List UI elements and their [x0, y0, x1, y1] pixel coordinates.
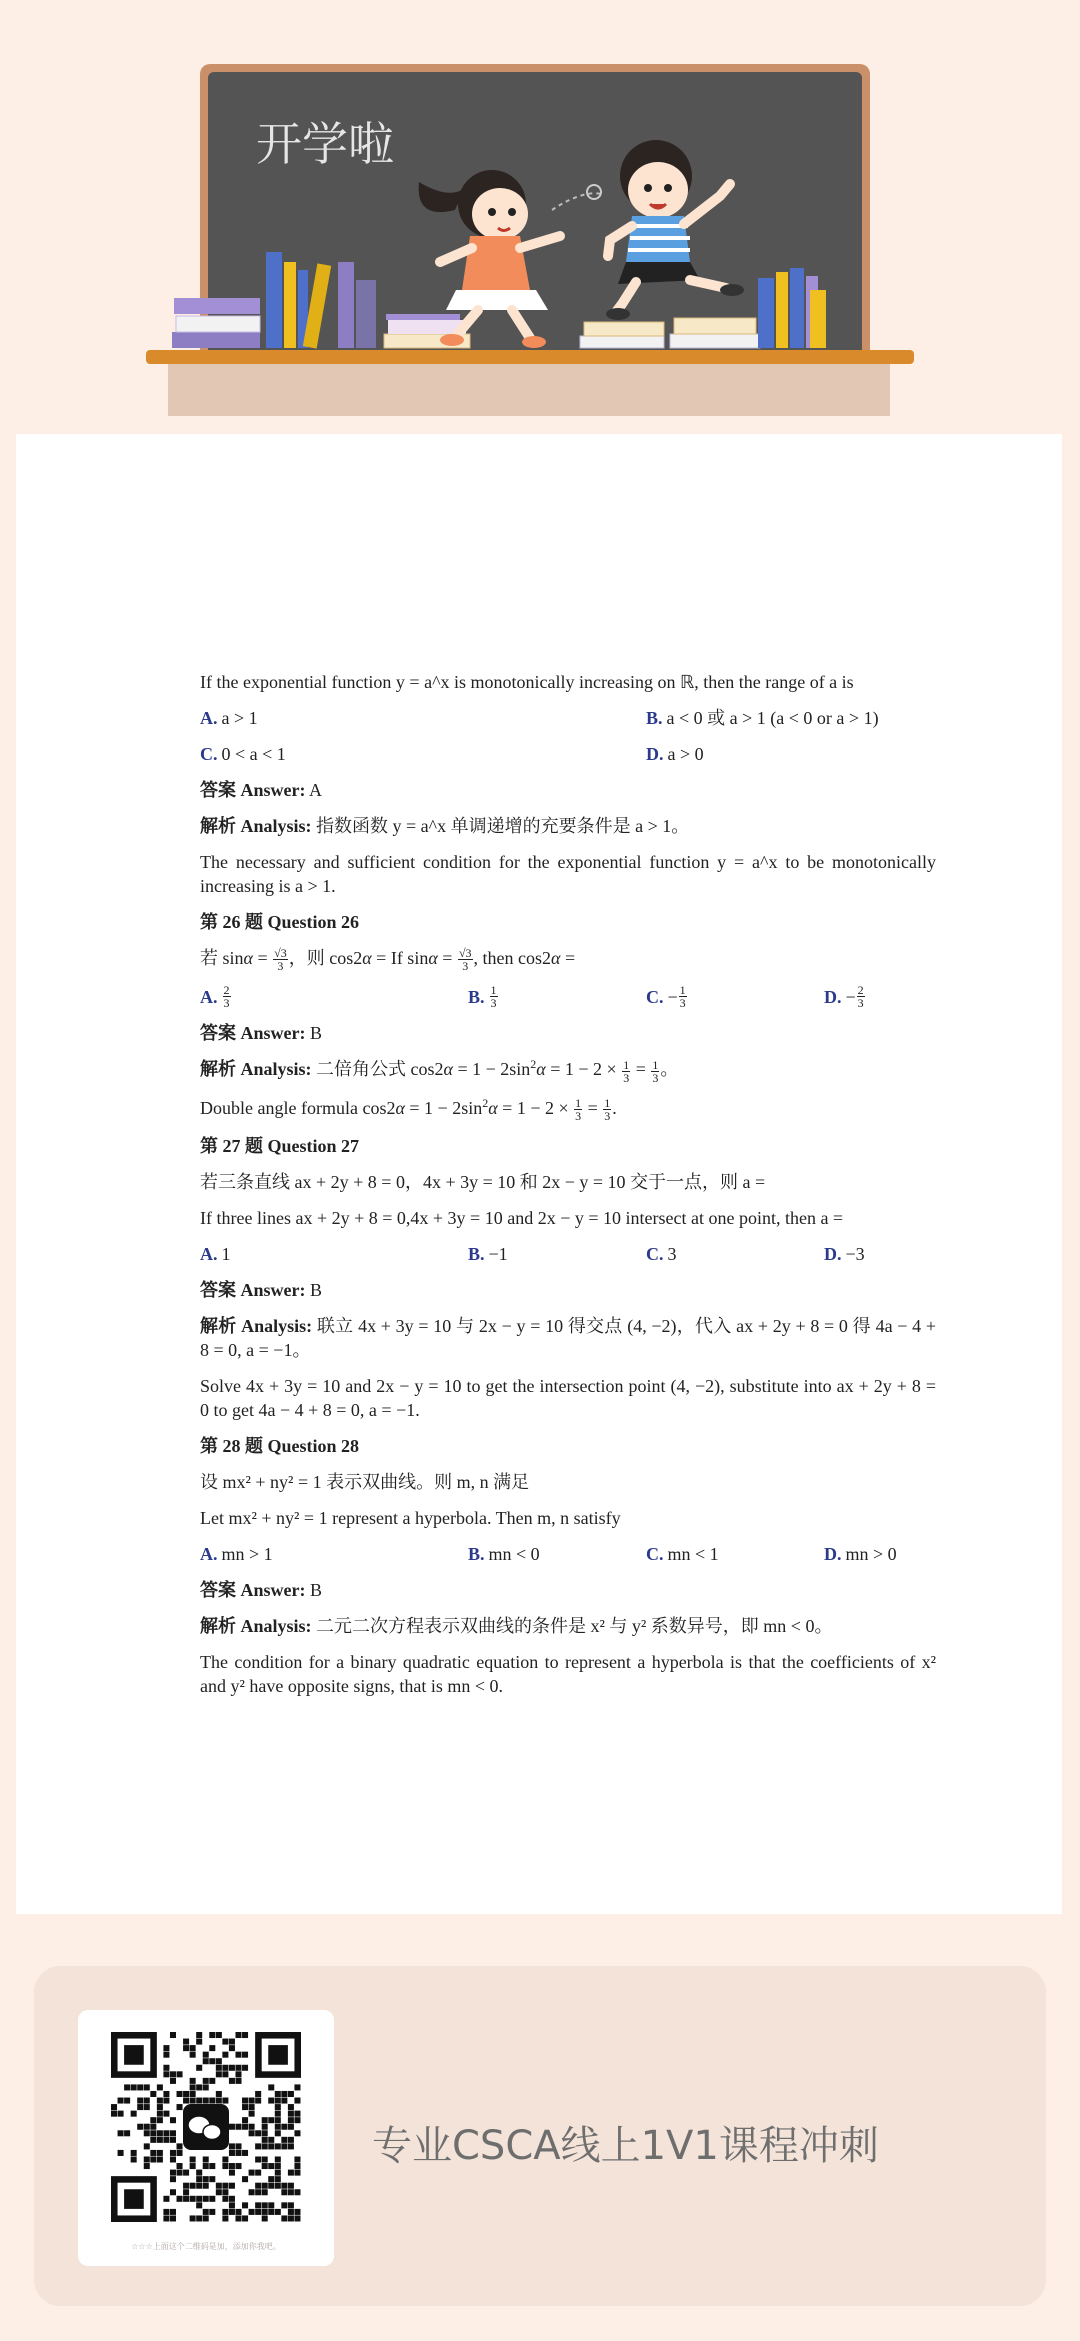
q25-options-row2 — [200, 742, 936, 766]
book-shelf — [146, 350, 914, 364]
q27-option-a — [200, 1242, 468, 1266]
q28-analysis-cn — [200, 1614, 936, 1638]
q28-question-cn: 设 mx² + ny² = 1 表示双曲线。则 m, n 满足 — [200, 1472, 530, 1493]
analysis-text: 二元二次方程表示双曲线的条件是 x² 与 y² 系数异号，即 mn < 0。 — [316, 1616, 833, 1637]
analysis-label: 解析 Analysis: — [200, 1616, 312, 1637]
option-key: A. — [200, 986, 218, 1007]
option-key: D. — [824, 1544, 842, 1565]
option-text: a > 0 — [667, 744, 704, 764]
q27-analysis-cn — [200, 1314, 936, 1362]
option-text: 1 — [221, 1244, 231, 1265]
q26-option-c: C. − $\frac{1}{3}$ — [646, 983, 686, 1011]
answer-label: 答案 Answer: — [200, 1580, 306, 1601]
option-key: B. — [468, 986, 485, 1007]
q26-option-b — [468, 984, 646, 1009]
q25-options-row1 — [200, 706, 936, 730]
classroom-illustration — [0, 0, 1080, 430]
q25-option-b — [646, 706, 936, 730]
option-text: −3 — [845, 1244, 865, 1265]
q28-option-a — [200, 1542, 468, 1566]
qr-finder-pattern — [111, 2032, 157, 2078]
q27-option-d — [824, 1242, 936, 1266]
option-text: mn > 1 — [221, 1544, 273, 1565]
q25-answer — [200, 778, 936, 802]
analysis-label: 解析 Analysis: — [200, 816, 312, 836]
q25-option-a — [200, 706, 646, 730]
q27-analysis-en: Solve 4x + 3y = 10 and 2x − y = 10 to get the intersection point (4, −2), substitute into ax + 2y + 8 = 0 to get 4a − 4 + 8 = 0, a = −1. — [200, 1376, 936, 1421]
analysis-label: 解析 Analysis: — [200, 1059, 312, 1080]
option-key: C. — [646, 1544, 664, 1565]
option-key: D. — [824, 986, 842, 1007]
answer-value: B — [310, 1023, 323, 1044]
qr-finder-pattern — [255, 2032, 301, 2078]
qr-card[interactable] — [78, 2010, 334, 2266]
option-key: D. — [824, 1244, 842, 1265]
answer-value: B — [310, 1280, 323, 1301]
q26-question: 若 sinα = $\frac{√3}{3}$ ，则 cos2α = If sinα = $\frac{√3}{3}$ , then cos2α = — [200, 946, 576, 974]
banner-illustration — [0, 0, 1080, 430]
option-key: D. — [646, 744, 664, 764]
q27-title: 第 27 题 Question 27 — [200, 1136, 360, 1157]
q26-answer — [200, 1021, 936, 1045]
option-text: mn < 1 — [667, 1544, 719, 1565]
answer-value: A — [309, 780, 323, 800]
option-text: 0 < a < 1 — [221, 744, 286, 764]
qr-finder-pattern — [111, 2176, 157, 2222]
q28-question-en: Let mx² + ny² = 1 represent a hyperbola. Then m, n satisfy — [200, 1508, 621, 1529]
option-fraction: $\frac{1}{3}$ — [490, 983, 497, 1011]
option-text: 3 — [667, 1244, 677, 1265]
promo-footer — [34, 1966, 1046, 2306]
option-key: B. — [646, 708, 663, 728]
option-key: B. — [468, 1544, 485, 1565]
course-slogan: 专业CSCA线上1V1课程冲刺 — [372, 2123, 879, 2169]
q25-analysis-cn — [200, 814, 936, 838]
option-text: mn > 0 — [845, 1544, 897, 1565]
q28-analysis-en: The condition for a binary quadratic equation to represent a hyperbola is that the coefficients of x² and y² have opposite signs, that is mn < 0. — [200, 1652, 936, 1697]
option-key: A. — [200, 1244, 218, 1265]
q26-options — [200, 984, 936, 1009]
worksheet-page — [16, 434, 1062, 1914]
q27-question-en: If three lines ax + 2y + 8 = 0,4x + 3y = 10 and 2x − y = 10 intersect at one point, then a = — [200, 1208, 844, 1229]
chalk-text: 开学啦 — [256, 117, 394, 171]
option-key: C. — [646, 986, 664, 1007]
q27-option-b — [468, 1242, 646, 1266]
q26-option-d: D. − $\frac{2}{3}$ — [824, 983, 864, 1011]
analysis-label: 解析 Analysis: — [200, 1316, 313, 1337]
q28-answer — [200, 1578, 936, 1602]
option-fraction: $\frac{2}{3}$ — [857, 983, 864, 1011]
q28-options — [200, 1542, 936, 1566]
q25-analysis-en: The necessary and sufficient condition for the exponential function y = a^x to be monotonically increasing is a > 1. — [200, 852, 936, 896]
option-text: a > 1 — [221, 708, 258, 728]
q28-title: 第 28 题 Question 28 — [200, 1436, 360, 1457]
qr-caption: ☆☆☆上面这个二维码是加，添加你我吧。 — [131, 2242, 281, 2251]
q28-option-d — [824, 1542, 936, 1566]
q27-option-c — [646, 1242, 824, 1266]
option-key: A. — [200, 1544, 218, 1565]
q27-answer — [200, 1278, 936, 1302]
q25-option-c — [200, 742, 646, 766]
qr-code[interactable] — [111, 2032, 301, 2222]
q26-option-a — [200, 984, 468, 1009]
q25-option-d — [646, 742, 936, 766]
option-text: mn < 0 — [488, 1544, 540, 1565]
worksheet-content — [200, 670, 936, 1710]
option-key: C. — [646, 1244, 664, 1265]
q25-question-en: If the exponential function y = a^x is monotonically increasing on ℝ, then the range of a is — [200, 672, 854, 692]
books-right — [758, 268, 826, 348]
analysis-text: 指数函数 y = a^x 单调递增的充要条件是 a > 1。 — [316, 816, 690, 836]
q28-option-c — [646, 1542, 824, 1566]
q26-analysis-en: Double angle formula $\cos 2\alpha = 1 - 2\sin^2\alpha = 1 - 2$ × $\frac{1}{3}$ = $\frac{1}{3}$ . — [200, 1095, 617, 1124]
answer-label: 答案 Answer: — [200, 1280, 306, 1301]
q27-options — [200, 1242, 936, 1266]
q28-option-b — [468, 1542, 646, 1566]
answer-label: 答案 Answer: — [200, 1023, 306, 1044]
option-key: B. — [468, 1244, 485, 1265]
answer-label: 答案 Answer: — [200, 780, 306, 800]
q27-question-cn: 若三条直线 ax + 2y + 8 = 0，4x + 3y = 10 和 2x − y = 10 交于一点，则 a = — [200, 1172, 766, 1193]
option-text: a < 0 或 a > 1 (a < 0 or a > 1) — [666, 708, 879, 728]
option-text: −1 — [488, 1244, 508, 1265]
option-key: C. — [200, 744, 218, 764]
q26-title: 第 26 题 Question 26 — [200, 912, 360, 932]
analysis-text: 联立 4x + 3y = 10 与 2x − y = 10 得交点 (4, −2)，代入 ax + 2y + 8 = 0 得 4a − 4 + 8 = 0, a = −1。 — [200, 1316, 937, 1361]
wechat-icon — [183, 2104, 229, 2150]
option-fraction: $\frac{2}{3}$ — [223, 983, 230, 1011]
q26-analysis-cn: 解析 Analysis: 二倍角公式 $\cos 2\alpha = 1 - 2\sin^2\alpha = 1 - 2$ × $\frac{1}{3}$ = $\frac{1}{3}$ 。 — [200, 1057, 679, 1085]
answer-value: B — [310, 1580, 323, 1601]
option-key: A. — [200, 708, 218, 728]
option-fraction: $\frac{1}{3}$ — [679, 983, 686, 1011]
